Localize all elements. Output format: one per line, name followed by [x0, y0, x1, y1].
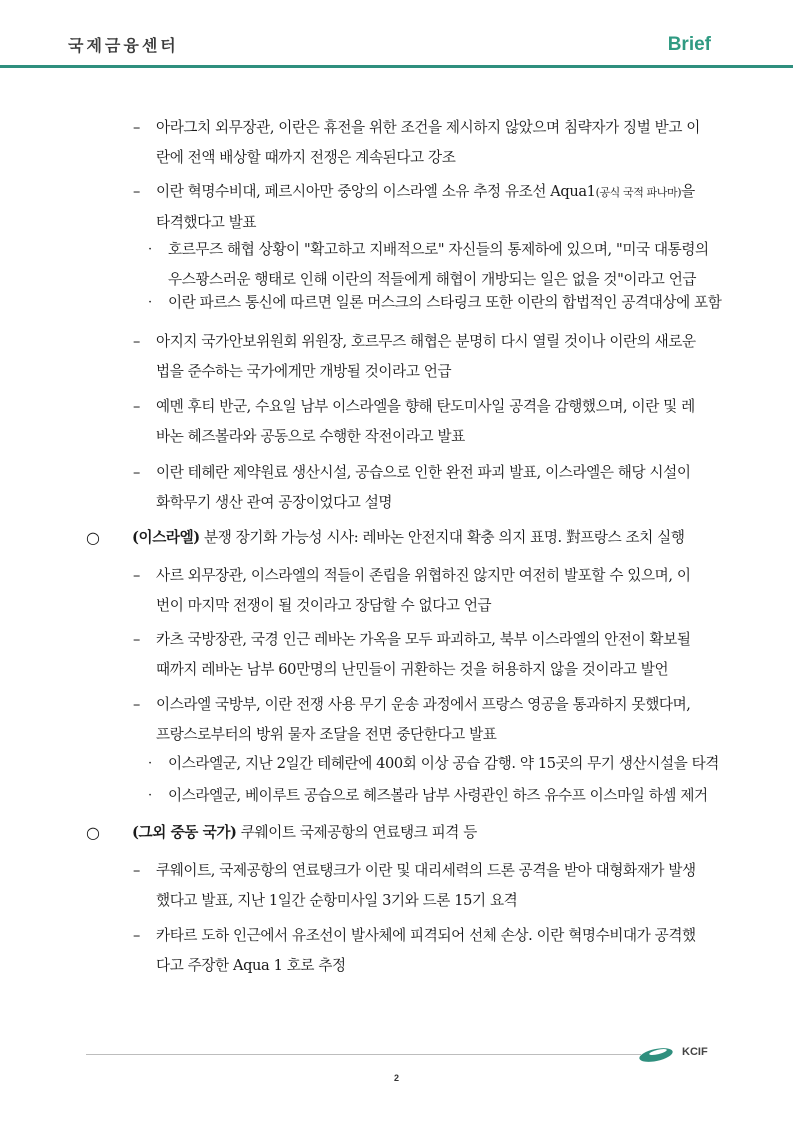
- bullet-item: [133, 561, 691, 621]
- section-label: (그외 중동 국가): [132, 824, 237, 841]
- text-line: 프랑스로부터의 방위 물자 조달을 전면 중단한다고 발표: [156, 726, 497, 743]
- text-line: 아라그치 외무장관, 이란은 휴전을 위한 조건을 제시하지 않았으며 침략자가 징벌 받고 이: [156, 119, 700, 136]
- bullet-item: [133, 921, 696, 981]
- brief-label: Brief: [667, 34, 711, 55]
- dash-marker: –: [133, 398, 140, 415]
- text-line: 이란 테헤란 제약원료 생산시설, 공습으로 인한 완전 파괴 발표, 이스라엘은 해당 시설이: [156, 464, 691, 481]
- bullet-item: [133, 177, 695, 238]
- dash-marker: –: [133, 464, 140, 481]
- text-line: 이란 파르스 통신에 따르면 일론 머스크의 스타링크 또한 이란의 합법적인 공격대상에 포함: [168, 294, 722, 311]
- footer-divider: [86, 1054, 641, 1055]
- dash-marker: –: [133, 567, 140, 584]
- text-line: 쿠웨이트, 국제공항의 연료탱크가 이란 및 대리세력의 드론 공격을 받아 대형화재가 발생: [156, 862, 696, 879]
- org-name: 국제금융센터: [68, 36, 179, 55]
- text-line: 바논 헤즈볼라와 공동으로 수행한 작전이라고 발표: [156, 428, 465, 445]
- bullet-item: [133, 113, 700, 173]
- section-label: (이스라엘): [132, 529, 200, 546]
- text-line: 우스꽝스러운 행태로 인해 이란의 적들에게 해협이 개방되는 일은 없을 것"이라고 언급: [168, 271, 697, 288]
- text-line: [156, 177, 695, 208]
- bullet-item: [133, 392, 695, 452]
- header-divider: [0, 65, 793, 68]
- text-span: 이란 혁명수비대, 페르시아만 중앙의 이스라엘 소유 추정 유조선 Aqua1: [156, 183, 596, 200]
- dot-marker: ·: [148, 756, 152, 771]
- logo-text: KCIF: [682, 1046, 708, 1058]
- sub-bullet-item: [148, 235, 709, 295]
- text-line: 이스라엘군, 지난 2일간 테헤란에 400회 이상 공습 감행. 약 15곳의 무기 생산시설을 타격: [168, 755, 719, 772]
- sub-bullet-item: [148, 749, 719, 779]
- text-line: 번이 마지막 전쟁이 될 것이라고 장담할 수 없다고 언급: [156, 597, 492, 614]
- dash-marker: –: [133, 333, 140, 350]
- section-summary: 쿠웨이트 국제공항의 연료탱크 피격 등: [236, 824, 477, 841]
- bullet-item: [133, 625, 691, 685]
- text-line: 타격했다고 발표: [156, 214, 257, 231]
- dash-marker: –: [133, 862, 140, 879]
- circle-marker: ○: [86, 528, 100, 547]
- text-line: 카타르 도하 인근에서 유조선이 발사체에 피격되어 선체 손상. 이란 혁명수비대가 공격했: [156, 927, 696, 944]
- dash-marker: –: [133, 927, 140, 944]
- text-line: 카츠 국방장관, 국경 인근 레바논 가옥을 모두 파괴하고, 북부 이스라엘의 안전이 확보될: [156, 631, 691, 648]
- flag-note: (공식 국적 파나마): [595, 186, 682, 199]
- text-line: 호르무즈 해협 상황이 "확고하고 지배적으로" 자신들의 통제하에 있으며, "미국 대통령의: [168, 241, 709, 258]
- sub-bullet-item: [148, 781, 708, 811]
- text-line: 화학무기 생산 관여 공장이었다고 설명: [156, 494, 393, 511]
- bullet-item: [133, 856, 696, 916]
- text-line: 때까지 레바논 남부 60만명의 난민들이 귀환하는 것을 허용하지 않을 것이라고 발언: [156, 661, 669, 678]
- text-line: 사르 외무장관, 이스라엘의 적들이 존립을 위협하진 않지만 여전히 발포할 수 있으며, 이: [156, 567, 691, 584]
- page-number: 2: [393, 1073, 399, 1083]
- circle-marker: ○: [86, 823, 100, 842]
- kcif-logo-icon: [636, 1044, 676, 1064]
- dash-marker: –: [133, 183, 140, 200]
- section-heading: [86, 523, 685, 553]
- section-summary: 분쟁 장기화 가능성 시사: 레바논 안전지대 확충 의지 표명. 對프랑스 조치 실행: [199, 529, 685, 546]
- bullet-item: [133, 458, 691, 518]
- bullet-item: [133, 690, 691, 750]
- text-line: 란에 전액 배상할 때까지 전쟁은 계속된다고 강조: [156, 149, 456, 166]
- section-heading: [86, 818, 477, 848]
- sub-bullet-item: [148, 288, 722, 318]
- bullet-item: [133, 327, 696, 387]
- text-line: 다고 주장한 Aqua 1 호로 추정: [156, 957, 346, 974]
- dot-marker: ·: [148, 242, 152, 257]
- text-line: 했다고 발표, 지난 1일간 순항미사일 3기와 드론 15기 요격: [156, 892, 518, 909]
- text-line: 아지지 국가안보위원회 위원장, 호르무즈 해협은 분명히 다시 열릴 것이나 이란의 새로운: [156, 333, 696, 350]
- text-line: 이스라엘 국방부, 이란 전쟁 사용 무기 운송 과정에서 프랑스 영공을 통과하지 못했다며,: [156, 696, 691, 713]
- dash-marker: –: [133, 696, 140, 713]
- dot-marker: ·: [148, 788, 152, 803]
- dash-marker: –: [133, 119, 140, 136]
- text-span: 을: [681, 183, 695, 200]
- dash-marker: –: [133, 631, 140, 648]
- dot-marker: ·: [148, 295, 152, 310]
- page-header: [0, 0, 793, 68]
- text-line: 법을 준수하는 국가에게만 개방될 것이라고 언급: [156, 363, 452, 380]
- text-line: 예멘 후티 반군, 수요일 남부 이스라엘을 향해 탄도미사일 공격을 감행했으며, 이란 및 레: [156, 398, 695, 415]
- text-line: 이스라엘군, 베이루트 공습으로 헤즈볼라 남부 사령관인 하즈 유수프 이스마일 하셈 제거: [168, 787, 708, 804]
